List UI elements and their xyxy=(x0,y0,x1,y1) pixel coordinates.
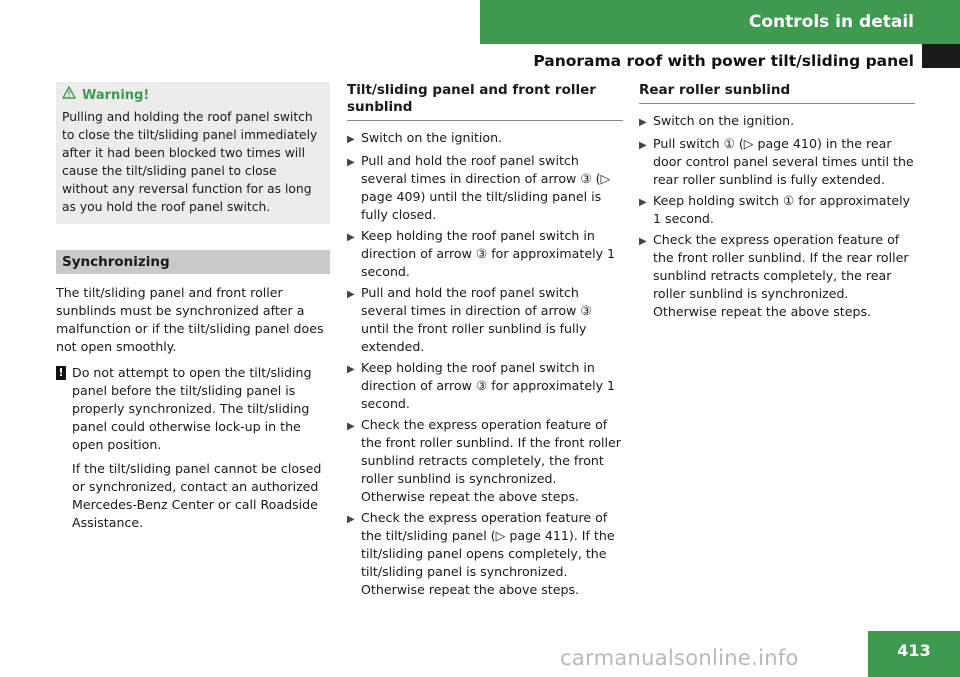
list-item: ▶ Switch on the ignition. xyxy=(347,129,623,149)
corner-marker xyxy=(922,44,960,68)
synchronizing-intro: The tilt/sliding panel and front roller sunblinds must be synchronized after a malfunction or if the tilt/sliding panel does not open smoothly. xyxy=(56,285,324,354)
chapter-tab xyxy=(480,0,960,44)
list-item: ▶ Keep holding the roof panel switch in direction of arrow ③ for approximately 1 second. xyxy=(347,228,616,279)
rear-steps-list xyxy=(639,112,915,321)
step-arrow-icon: ▶ xyxy=(347,232,355,243)
middle-column xyxy=(347,82,623,602)
list-item: ▶ Keep holding switch ① for approximately 1 second. xyxy=(639,193,911,226)
list-item: ▶ Check the express operation feature of the tilt/sliding panel (▷ page 411). If the tilt/sliding panel opens completely, the tilt/sliding panel is synchronized. Otherwise repeat the above steps. xyxy=(347,510,615,597)
step-arrow-icon: ▶ xyxy=(639,140,647,151)
warning-text: Pulling and holding the roof panel switch to close the tilt/sliding panel immediately after it had been blocked two times will cause the tilt/sliding panel to close without any reversal function for as long as you hold the roof panel switch. xyxy=(62,110,318,214)
step-arrow-icon: ▶ xyxy=(347,289,355,300)
page-number: 413 xyxy=(868,631,960,677)
step-arrow-icon: ▶ xyxy=(347,157,355,168)
step-arrow-icon: ▶ xyxy=(347,134,355,145)
note-body xyxy=(72,364,330,538)
list-item: ▶ Check the express operation feature of the front roller sunblind. If the rear roller sunblind retracts completely, the rear roller sunblind is synchronized. Otherwise repeat the above steps. xyxy=(639,232,909,319)
list-item: ▶ Pull and hold the roof panel switch several times in direction of arrow ③ (▷ page 409) until the tilt/sliding panel is fully closed. xyxy=(347,153,611,222)
watermark: carmanualsonline.info xyxy=(560,646,799,670)
front-steps-list xyxy=(347,129,623,599)
list-item: ▶ Switch on the ignition. xyxy=(639,112,915,132)
front-sunblind-heading: Tilt/sliding panel and front roller sunblind xyxy=(347,82,623,121)
exclamation-icon: ! xyxy=(56,366,66,380)
warning-box xyxy=(56,82,330,224)
left-column xyxy=(56,82,330,538)
section-title: Panorama roof with power tilt/sliding panel xyxy=(533,52,914,70)
list-item: ▶ Pull switch ① (▷ page 410) in the rear door control panel several times until the rear roller sunblind is fully extended. xyxy=(639,136,914,187)
warning-triangle-icon xyxy=(62,86,76,105)
chapter-title: Controls in detail xyxy=(748,12,914,32)
step-arrow-icon: ▶ xyxy=(347,421,355,432)
warning-title: Warning! xyxy=(82,87,150,103)
right-column xyxy=(639,82,915,324)
note-text-1: Do not attempt to open the tilt/sliding panel before the tilt/sliding panel is properly synchronized. The tilt/sliding panel could otherwise lock-up in the open position. xyxy=(72,365,312,452)
list-item: ▶ Pull and hold the roof panel switch several times in direction of arrow ③ until the front roller sunblind is fully extended. xyxy=(347,285,592,354)
step-arrow-icon: ▶ xyxy=(639,117,647,128)
warning-header xyxy=(62,86,324,105)
note-block xyxy=(56,364,330,538)
list-item: ▶ Keep holding the roof panel switch in direction of arrow ③ for approximately 1 second. xyxy=(347,360,616,411)
rear-sunblind-heading: Rear roller sunblind xyxy=(639,82,915,104)
synchronizing-heading: Synchronizing xyxy=(56,250,330,274)
step-arrow-icon: ▶ xyxy=(347,514,355,525)
note-text-2: If the tilt/sliding panel cannot be closed or synchronized, contact an authorized Mercedes-Benz Center or call Roadside Assistance. xyxy=(72,461,322,530)
step-arrow-icon: ▶ xyxy=(347,364,355,375)
step-arrow-icon: ▶ xyxy=(639,236,647,247)
list-item: ▶ Check the express operation feature of the front roller sunblind. If the front roller sunblind retracts completely, the front roller sunblind is synchronized. Otherwise repeat the above steps. xyxy=(347,417,621,504)
step-arrow-icon: ▶ xyxy=(639,197,647,208)
